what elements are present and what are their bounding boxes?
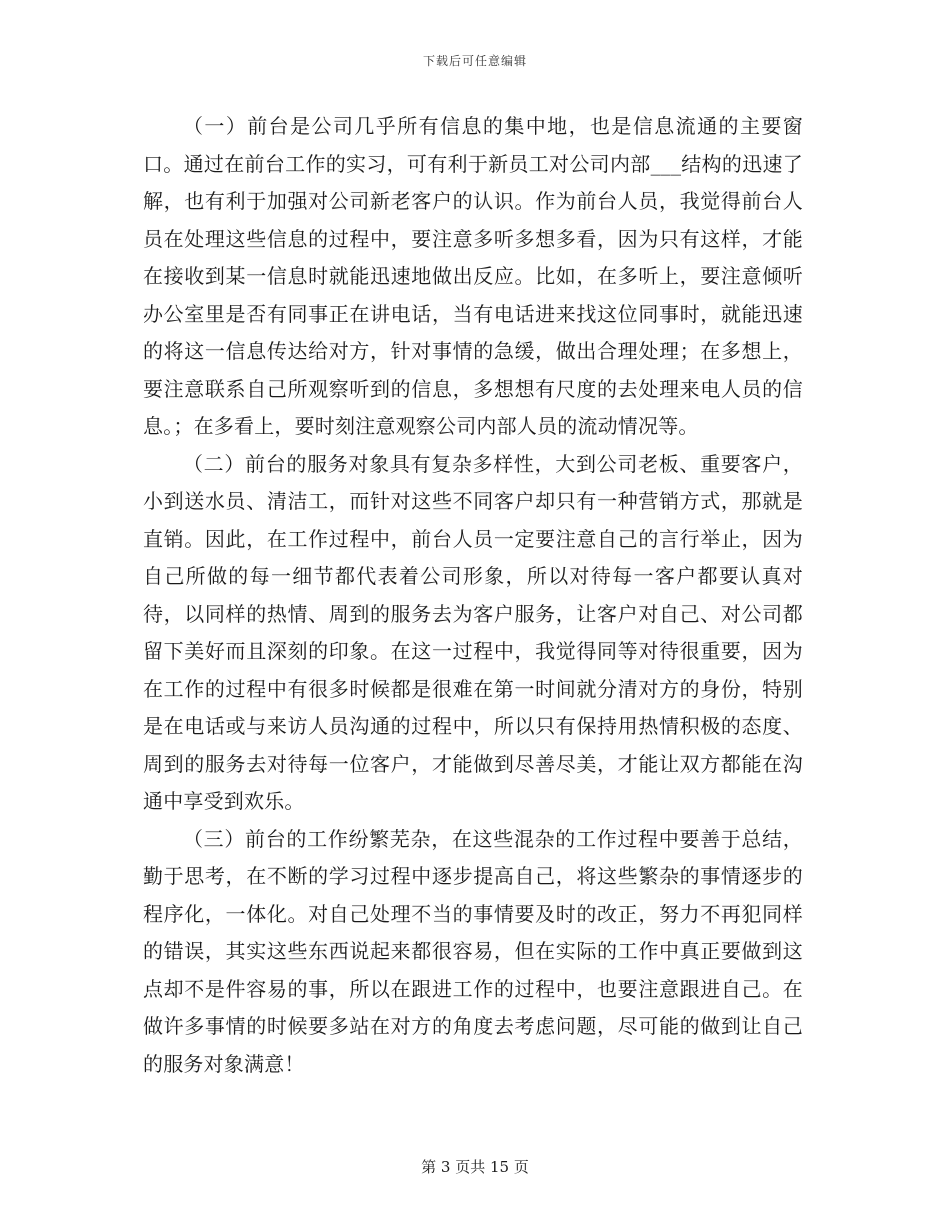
paragraph-2: （二）前台的服务对象具有复杂多样性，大到公司老板、重要客户，小到送水员、清洁工，而针对这些不同客户却只有一种营销方式，那就是直销。因此，在工作过程中，前台人员一定要注意自己的言行举止，因为自己所做的每一细节都代表着公司形象，所以对待每一客户都要认真对待，以同样的热情、周到的服务去为客户服务，让客户对自己、对公司都留下美好而且深刻的印象。在这一过程中，我觉得同等对待很重要，因为在工作的过程中有很多时候都是很难在第一时间就分清对方的身份，特别是在电话或与来访人员沟通的过程中，所以只有保持用热情积极的态度、周到的服务去对待每一位客户，才能做到尽善尽美，才能让双方都能在沟通中享受到欢乐。 (143, 451, 803, 813)
page-header: 下载后可任意编辑 (422, 54, 527, 68)
paragraph-1: （一）前台是公司几乎所有信息的集中地，也是信息流通的主要窗口。通过在前台工作的实习，可有利于新员工对公司内部___结构的迅速了解，也有利于加强对公司新老客户的认识。作为前台人员，我觉得前台人员在处理这些信息的过程中，要注意多听多想多看，因为只有这样，才能在接收到某一信息时就能迅速地做出反应。比如，在多听上，要注意倾听办公室里是否有同事正在讲电话，当有电话进来找这位同事时，就能迅速的将这一信息传达给对方，针对事情的急缓，做出合理处理；在多想上，要注意联系自己所观察听到的信息，多想想有尺度的去处理来电人员的信息。；在多看上，要时刻注意观察公司内部人员的流动情况等。 (143, 114, 803, 438)
page-footer: 第 3 页共 15 页 (421, 1158, 529, 1176)
document-body (143, 108, 803, 1083)
paragraph-3: （三）前台的工作纷繁芜杂，在这些混杂的工作过程中要善于总结，勤于思考，在不断的学习过程中逐步提高自己，将这些繁杂的事情逐步的程序化，一体化。对自己处理不当的事情要及时的改正，努力不再犯同样的错误，其实这些东西说起来都很容易，但在实际的工作中真正要做到这点却不是件容易的事，所以在跟进工作的过程中，也要注意跟进自己。在做许多事情的时候要多站在对方的角度去考虑问题，尽可能的做到让自己的服务对象满意！ (143, 826, 803, 1076)
